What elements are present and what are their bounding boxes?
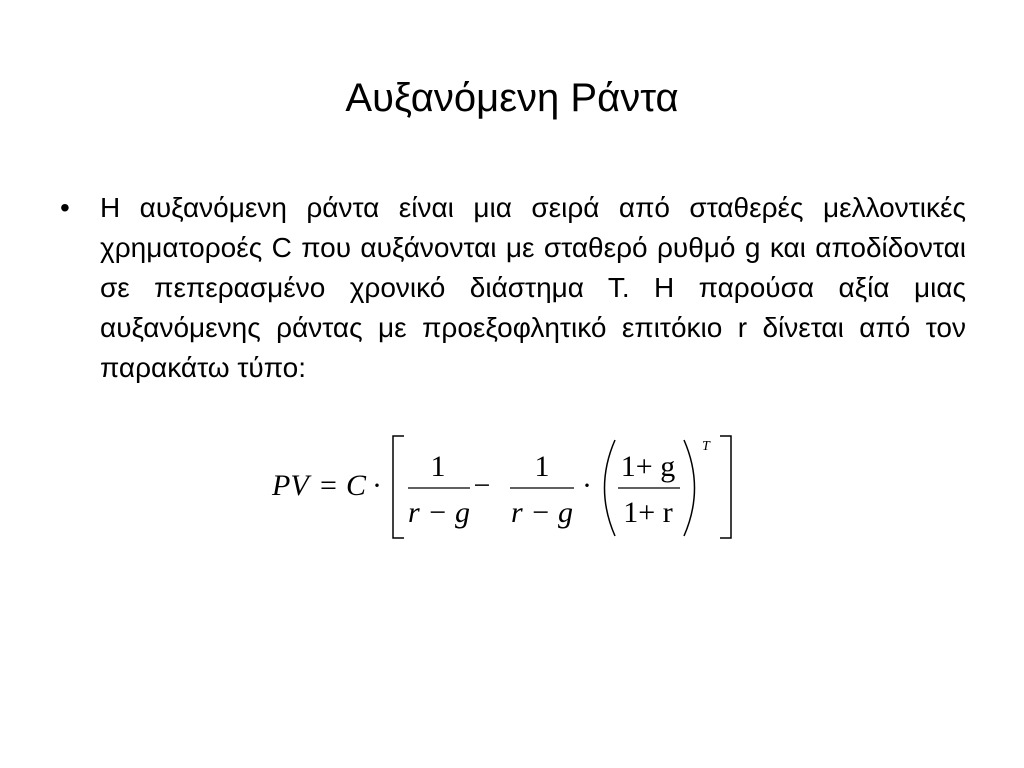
frac1-numerator: 1 xyxy=(430,450,446,483)
formula-minus: − xyxy=(473,469,491,502)
frac3-denominator: 1+ r xyxy=(623,496,673,529)
frac2-numerator: 1 xyxy=(534,450,550,483)
formula-coefficient: C xyxy=(346,469,367,502)
formula xyxy=(268,432,748,544)
frac2-denominator: r − g xyxy=(511,496,573,529)
slide-title: Αυξανόμενη Ράντα xyxy=(345,76,679,120)
formula-exponent: T xyxy=(702,439,710,454)
frac3-numerator: 1+ g xyxy=(620,450,676,483)
left-paren xyxy=(605,440,616,536)
bullet-glyph: • xyxy=(60,192,70,223)
formula-dot-1: · xyxy=(372,469,382,502)
bullet-text: Η αυξανόμενη ράντα είναι μια σειρά από σταθερές μελλοντικές χρηματοροές C που αυξάνονται με σταθερό ρυθμό g και αποδίδονται σε πεπερασμένο χρονικό διάστημα Τ. Η παρούσα αξία μιας αυξανόμενης ράντας με προεξοφλητικό επιτόκιο r δίνεται από τον παρακάτω τύπο: xyxy=(100,192,966,383)
formula-dot-2: · xyxy=(582,469,592,502)
formula-svg xyxy=(268,432,748,544)
bullet-item xyxy=(60,188,966,388)
right-paren xyxy=(684,440,695,536)
formula-equals: = xyxy=(320,469,337,502)
frac1-denominator: r − g xyxy=(408,496,470,529)
left-bracket xyxy=(393,436,404,538)
formula-lhs: PV xyxy=(272,469,309,502)
right-bracket xyxy=(720,436,731,538)
